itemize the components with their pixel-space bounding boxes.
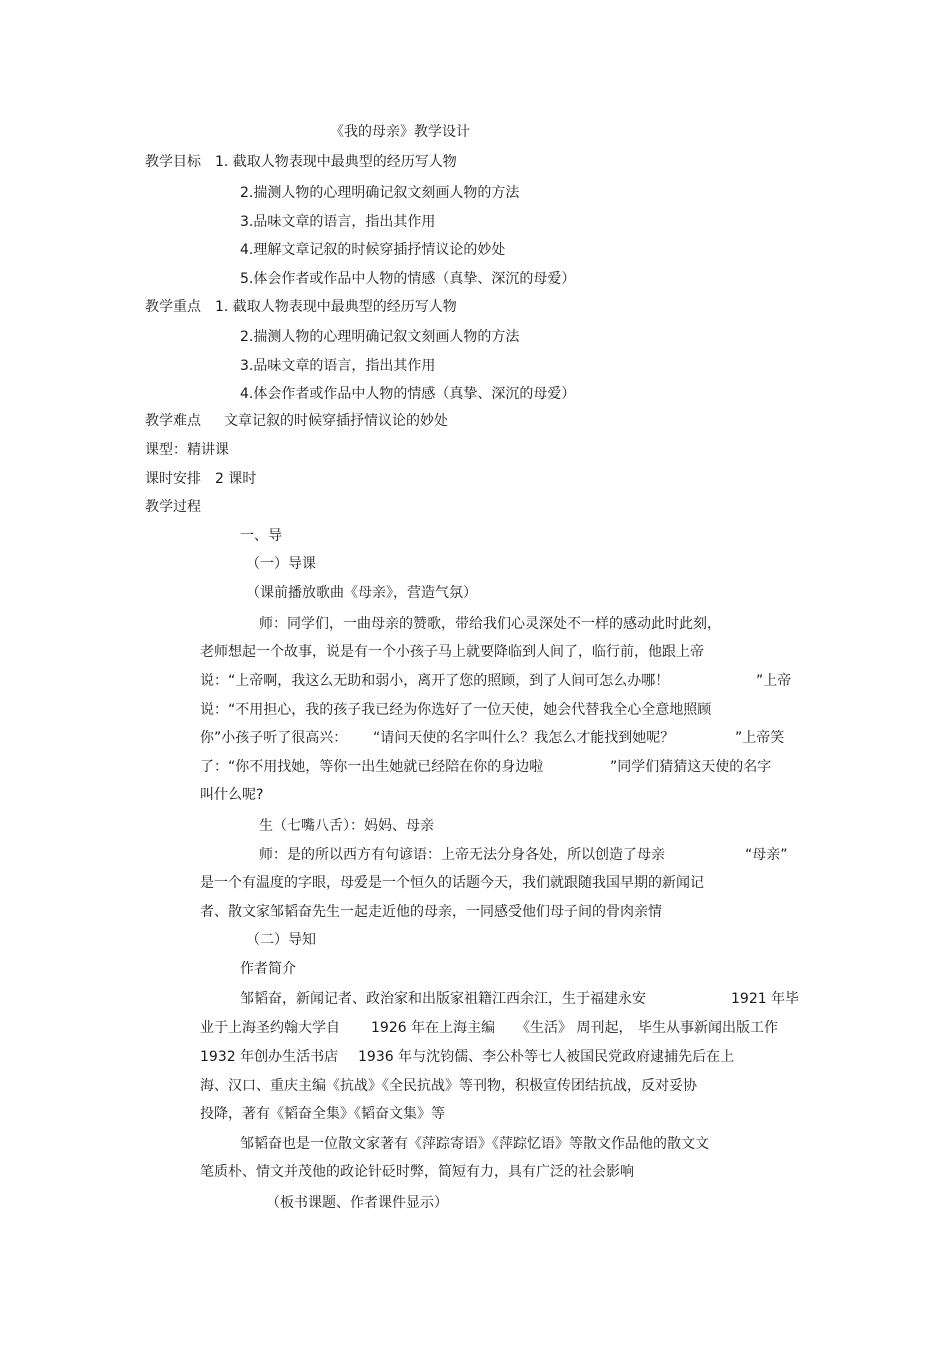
- board-note: （板书课题、作者课件显示）: [266, 1195, 448, 1211]
- goal-item: 5.体会作者或作品中人物的情感（真挚、深沉的母爱）: [240, 271, 576, 287]
- story-line: 说：“不用担心，我的孩子我已经为你选好了一位天使，她会代替我全心全意地照顾: [200, 702, 712, 718]
- focus-item: 4.体会作者或作品中人物的情感（真挚、深沉的母爱）: [240, 386, 576, 402]
- bio-line: 毕生从事新闻出版工作: [638, 1020, 778, 1036]
- hours-label: 课时安排: [145, 471, 201, 487]
- teacher-line: 者、散文家邹韬奋先生一起走近他的母亲，一同感受他们母子间的骨肉亲情: [200, 904, 662, 920]
- teacher-line: 师：是的所以西方有句谚语：上帝无法分身各处，所以创造了母亲: [259, 847, 665, 863]
- bio-line: 1921 年毕: [731, 991, 800, 1007]
- focus-item: 2.揣测人物的心理明确记叙文刻画人物的方法: [240, 329, 520, 345]
- goal-item: 1. 截取人物表现中最典型的经历写人物: [215, 154, 457, 170]
- subsection-heading: （二）导知: [246, 932, 316, 948]
- difficulty-text: 文章记叙的时候穿插抒情议论的妙处: [224, 413, 448, 429]
- bio-line: 1926 年在上海主编: [371, 1020, 496, 1036]
- story-line: 老师想起一个故事，说是有一个小孩子马上就要降临到人间了，临行前，他跟上帝: [200, 644, 704, 660]
- story-line: ”上帝: [756, 673, 792, 689]
- student-line: 生（七嘴八舌）：妈妈、母亲: [259, 818, 434, 834]
- subsection-heading: （一）导课: [246, 556, 316, 572]
- hours-value: 2 课时: [215, 471, 257, 487]
- teacher-line: 是一个有温度的字眼，母爱是一个恒久的话题今天，我们就跟随我国早期的新闻记: [200, 875, 704, 891]
- focus-item: 1. 截取人物表现中最典型的经历写人物: [215, 299, 457, 315]
- difficulty-label: 教学难点: [145, 413, 201, 429]
- story-line: “请问天使的名字叫什么？我怎么才能找到她呢？: [373, 730, 675, 746]
- section-heading: 一、导: [240, 528, 282, 544]
- focus-item: 3.品味文章的语言，指出其作用: [240, 358, 436, 374]
- focus-label: 教学重点: [145, 299, 201, 315]
- story-line: 师：同学们，一曲母亲的赞歌，带给我们心灵深处不一样的感动此时此刻，: [259, 616, 721, 632]
- story-line: 说：“上帝啊，我这么无助和弱小，离开了您的照顾，到了人间可怎么办哪！: [200, 673, 670, 689]
- story-line: 叫什么呢?: [200, 787, 264, 803]
- story-line: ”上帝笑: [735, 730, 785, 746]
- bio-line: 业于上海圣约翰大学自: [200, 1020, 340, 1036]
- process-label: 教学过程: [145, 499, 201, 515]
- bio-line: 邹韬奋也是一位散文家著有《萍踪寄语》《萍踪忆语》等散文作品他的散文文: [240, 1136, 709, 1152]
- story-line: ”同学们猜猜这天使的名字: [610, 759, 772, 775]
- bio-line: 投降，著有《韬奋全集》《韬奋文集》等: [200, 1106, 445, 1122]
- goal-item: 4.理解文章记叙的时候穿插抒情议论的妙处: [240, 242, 506, 258]
- bio-line: 邹韬奋，新闻记者、政治家和出版家祖籍江西余江，生于福建永安: [240, 991, 646, 1007]
- author-heading: 作者简介: [240, 961, 296, 977]
- teacher-line: “母亲”: [745, 847, 788, 863]
- story-line: 你”小孩子听了很高兴：: [200, 730, 348, 746]
- goal-item: 2.揣测人物的心理明确记叙文刻画人物的方法: [240, 185, 520, 201]
- document-title: 《我的母亲》教学设计: [330, 124, 470, 140]
- story-line: 了：“你不用找她，等你一出生她就已经陪在你的身边啦: [200, 759, 544, 775]
- music-note: （课前播放歌曲《母亲》，营造气氛）: [246, 585, 477, 601]
- goal-item: 3.品味文章的语言，指出其作用: [240, 214, 436, 230]
- bio-line: 笔质朴、情文并茂他的政论针砭时弊，简短有力，具有广泛的社会影响: [200, 1164, 634, 1180]
- bio-line: 1932 年创办生活书店: [200, 1049, 339, 1065]
- bio-line: 《生活》 周刊起，: [516, 1020, 633, 1036]
- lesson-type: 课型：精讲课: [145, 442, 229, 458]
- bio-line: 1936 年与沈钧儒、李公朴等七人被国民党政府逮捕先后在上: [358, 1049, 735, 1065]
- goals-label: 教学目标: [145, 154, 201, 170]
- bio-line: 海、汉口、重庆主编《抗战》《全民抗战》等刊物，积极宣传团结抗战，反对妥协: [200, 1078, 697, 1094]
